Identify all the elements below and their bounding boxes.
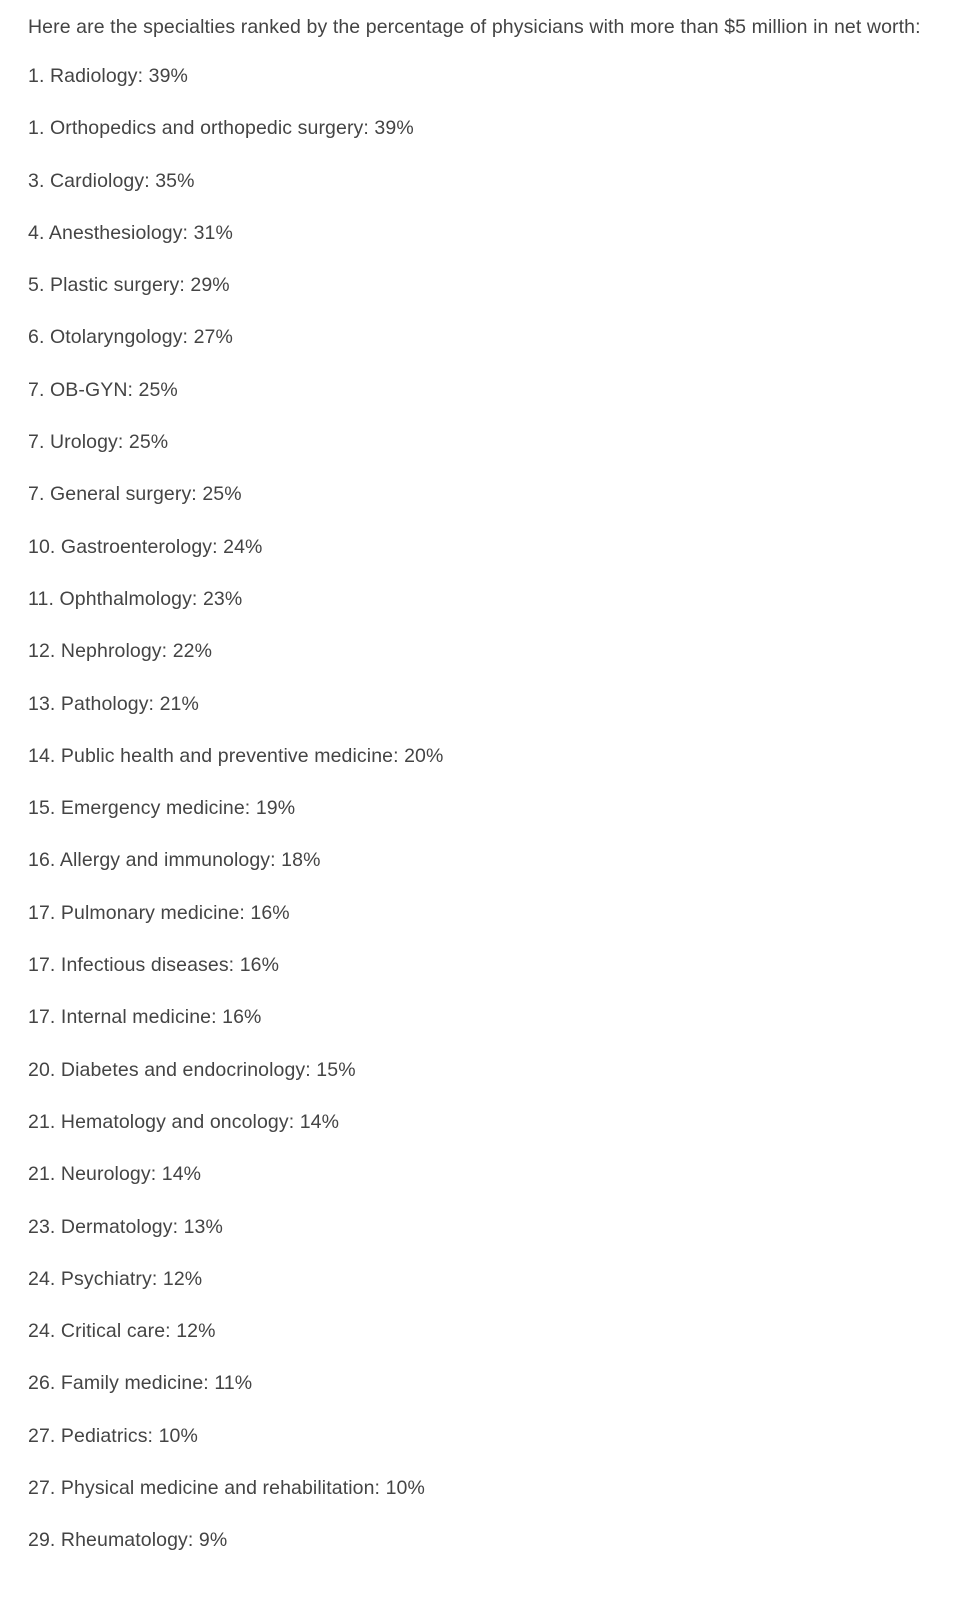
ranking-item: 27. Pediatrics: 10% — [28, 1424, 198, 1447]
ranking-item: 1. Orthopedics and orthopedic surgery: 39% — [28, 117, 414, 140]
ranking-item: 16. Allergy and immunology: 18% — [28, 849, 321, 872]
ranking-item: 17. Internal medicine: 16% — [28, 1006, 262, 1029]
ranking-item: 7. Urology: 25% — [28, 431, 169, 454]
article-body — [28, 12, 953, 1578]
ranking-item: 17. Pulmonary medicine: 16% — [28, 901, 290, 924]
ranking-item: 20. Diabetes and endocrinology: 15% — [28, 1058, 356, 1081]
ranking-item: 5. Plastic surgery: 29% — [28, 274, 230, 297]
ranking-item: 13. Pathology: 21% — [28, 692, 199, 715]
ranking-item: 11. Ophthalmology: 23% — [28, 587, 243, 610]
ranking-item: 24. Critical care: 12% — [28, 1320, 216, 1343]
ranking-item: 26. Family medicine: 11% — [28, 1372, 253, 1395]
ranking-item: 7. General surgery: 25% — [28, 483, 242, 506]
ranking-item: 1. Radiology: 39% — [28, 65, 188, 87]
ranking-item: 12. Nephrology: 22% — [28, 640, 213, 663]
ranking-item: 6. Otolaryngology: 27% — [28, 326, 233, 349]
ranking-item: 10. Gastroenterology: 24% — [28, 535, 263, 558]
ranking-item: 27. Physical medicine and rehabilitation: 10% — [28, 1477, 425, 1500]
ranking-item: 29. Rheumatology: 9% — [28, 1529, 228, 1552]
ranking-item: 4. Anesthesiology: 31% — [28, 221, 233, 244]
ranking-item: 7. OB-GYN: 25% — [28, 378, 178, 401]
ranking-item: 15. Emergency medicine: 19% — [28, 797, 296, 820]
ranking-item: 21. Neurology: 14% — [28, 1163, 202, 1186]
intro-paragraph: Here are the specialties ranked by the percentage of physicians with more than $5 million in net worth: — [28, 16, 921, 38]
ranking-item: 21. Hematology and oncology: 14% — [28, 1110, 340, 1133]
ranking-item: 17. Infectious diseases: 16% — [28, 954, 280, 977]
ranking-item: 14. Public health and preventive medicine: 20% — [28, 744, 444, 767]
ranking-item: 23. Dermatology: 13% — [28, 1215, 223, 1238]
ranking-item: 3. Cardiology: 35% — [28, 169, 195, 192]
specialty-ranking-list — [28, 61, 953, 1555]
ranking-item: 24. Psychiatry: 12% — [28, 1267, 203, 1290]
